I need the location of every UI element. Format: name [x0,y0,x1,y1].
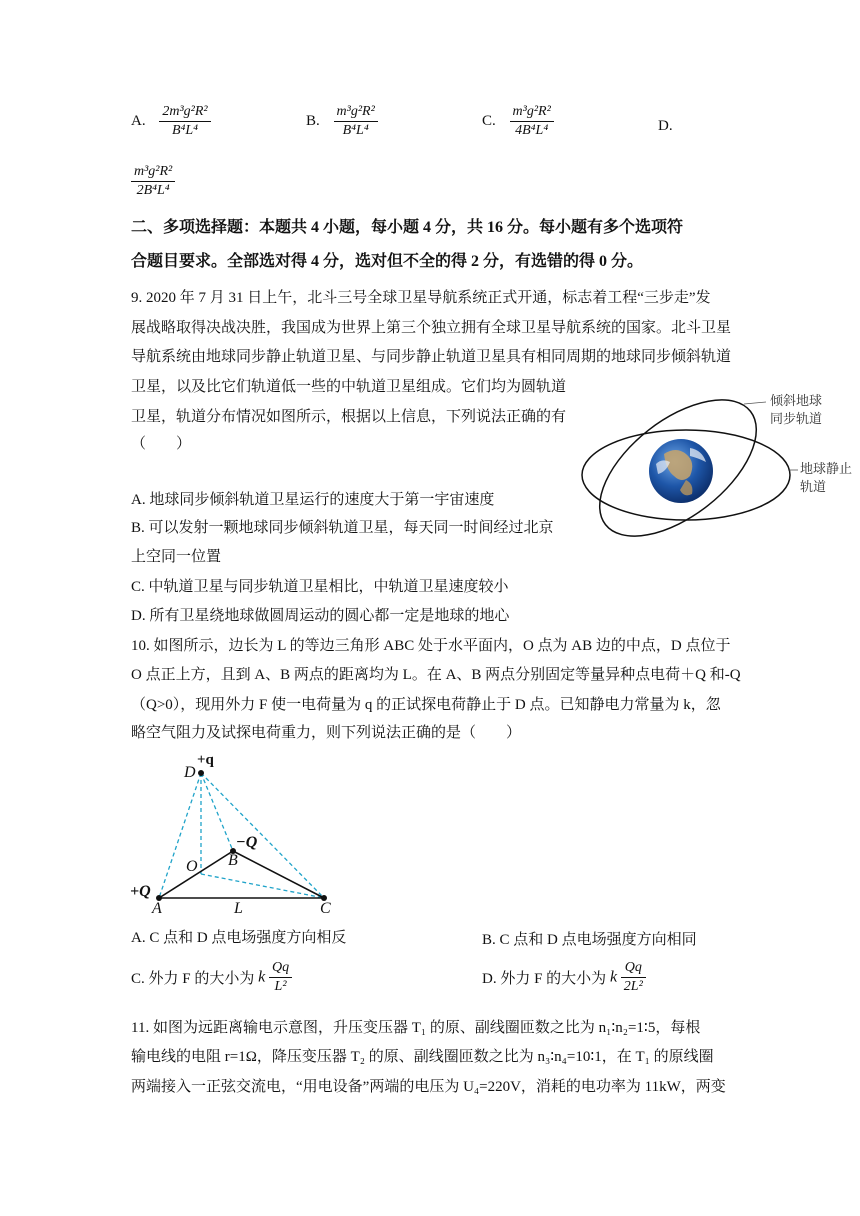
q8-option-d [131,164,175,199]
q9-line-4: 卫星，以及比它们轨道低一些的中轨道卫星组成。它们均为圆轨道 [131,379,567,395]
fraction-denominator: 2B⁴L⁴ [136,183,170,198]
option-c-prefix: C. 外力 F 的大小为 [131,971,255,987]
fraction-denominator: B⁴L⁴ [342,123,369,138]
q10-line-3: （Q>0），现用外力 F 使一电荷量为 q 的正试探电荷静止于 D 点。已知静电力常量为 k，忽 [131,697,721,713]
q10-line-4: 略空气阻力及试探电荷重力，则下列说法正确的是（ ） [131,725,522,741]
q8-option-c [482,104,554,139]
option-c-k: k [258,968,266,986]
q9-option-c: C. 中轨道卫星与同步轨道卫星相比，中轨道卫星速度较小 [131,579,509,595]
label-static-line1: 地球静止 [800,461,853,476]
section2-heading-line2: 合题目要求。全部选对得 4 分，选对但不全的得 2 分，有选错的得 0 分。 [131,253,644,270]
q9-option-b-cont: 上空同一位置 [131,549,222,565]
option-d-prefix: D. 外力 F 的大小为 [482,971,607,987]
q10-line-1: 10. 如图所示，边长为 L 的等边三角形 ABC 处于水平面内，O 点为 AB 边的中点，D 点位于 [131,638,731,654]
option-c-fraction [269,960,292,995]
label-inclined-orbit [770,392,822,428]
q9-option-a: A. 地球同步倾斜轨道卫星运行的速度大于第一宇宙速度 [131,492,495,508]
fig-label-plus-bigq: +Q [130,883,151,900]
q10-option-b: B. C 点和 D 点电场强度方向相同 [482,932,697,948]
option-letter: D. [658,118,673,134]
q9-option-b: B. 可以发射一颗地球同步倾斜轨道卫星，每天同一时间经过北京 [131,520,554,536]
fraction-denominator: 2L² [623,979,643,994]
q9-option-d: D. 所有卫星绕地球做圆周运动的圆心都一定是地球的地心 [131,608,510,624]
fraction-numerator: Qq [269,960,292,978]
option-d-k: k [609,968,618,986]
q10-option-a: A. C 点和 D 点电场强度方向相反 [131,930,347,946]
fraction-numerator: m³g²R² [334,104,378,122]
fig-label-b: B [228,852,238,869]
option-a-fraction [159,104,210,139]
fraction-denominator: L² [274,979,287,994]
fig-label-o: O [186,858,198,875]
label-inclined-line2: 同步轨道 [770,411,823,426]
q9-line-2: 展战略取得决战决胜，我国成为世界上第三个独立拥有全球卫星导航系统的国家。北斗卫星 [131,320,732,336]
q9-line-3: 导航系统由地球同步静止轨道卫星、与同步静止轨道卫星具有相同周期的地球同步倾斜轨道 [131,349,732,365]
fraction-denominator: 4B⁴L⁴ [515,123,549,138]
q11-line-2: 输电线的电阻 r=1Ω，降压变压器 T₂ 的原、副线圈匝数之比为 n₃∶n₄=10∶1，在 T₁ 的原线圈 [131,1049,714,1065]
fig-label-a: A [152,900,162,917]
fig-label-l: L [234,900,243,917]
fraction-numerator: 2m³g²R² [159,104,210,122]
q8-option-b [306,104,378,139]
option-letter: B. [306,112,320,129]
fraction-numerator: m³g²R² [131,164,175,182]
q9-line-5: 卫星，轨道分布情况如图所示，根据以上信息，下列说法正确的有 [131,409,567,425]
q8-option-a [131,104,211,139]
q11-line-3: 两端接入一正弦交流电，“用电设备”两端的电压为 U₄=220V，消耗的电功率为 11kW，两变 [131,1079,726,1095]
label-inclined-line1: 倾斜地球 [770,393,823,408]
fraction-numerator: Qq [621,960,646,978]
fraction-numerator: m³g²R² [510,104,554,122]
fig-label-c: C [320,900,331,917]
option-c-fraction [510,104,554,139]
option-d-fraction [131,164,175,199]
option-letter: A. [131,112,146,129]
fraction-denominator: B⁴L⁴ [171,123,199,138]
label-static-orbit [800,460,852,496]
option-d-fraction [621,960,646,995]
fig-label-minus-q: −Q [236,834,258,851]
point-d [198,770,204,776]
q10-option-c [131,960,292,995]
q9-line-6: （ ） [131,436,192,452]
section2-heading-line1: 二、多项选择题：本题共 4 小题，每小题 4 分，共 16 分。每小题有多个选项符 [131,219,684,236]
q10-option-d [482,960,646,995]
q9-line-1: 9. 2020 年 7 月 31 日上午，北斗三号全球卫星导航系统正式开通，标志着工程“三步走”发 [131,290,711,306]
option-letter: C. [482,112,496,129]
label-static-line2: 轨道 [800,479,827,494]
fig-label-d: D [184,764,196,781]
option-b-fraction [334,104,378,139]
q8-option-d-letter [658,118,673,135]
q11-line-1: 11. 如图为远距离输电示意图，升压变压器 T₁ 的原、副线圈匝数之比为 n₁∶n₂=1∶5，每根 [131,1020,701,1036]
fig-label-plus-q: +q [197,752,214,768]
q10-line-2: O 点正上方，且到 A、B 两点的距离均为 L。在 A、B 两点分别固定等量异种点电荷＋Q 和-Q [131,667,741,683]
